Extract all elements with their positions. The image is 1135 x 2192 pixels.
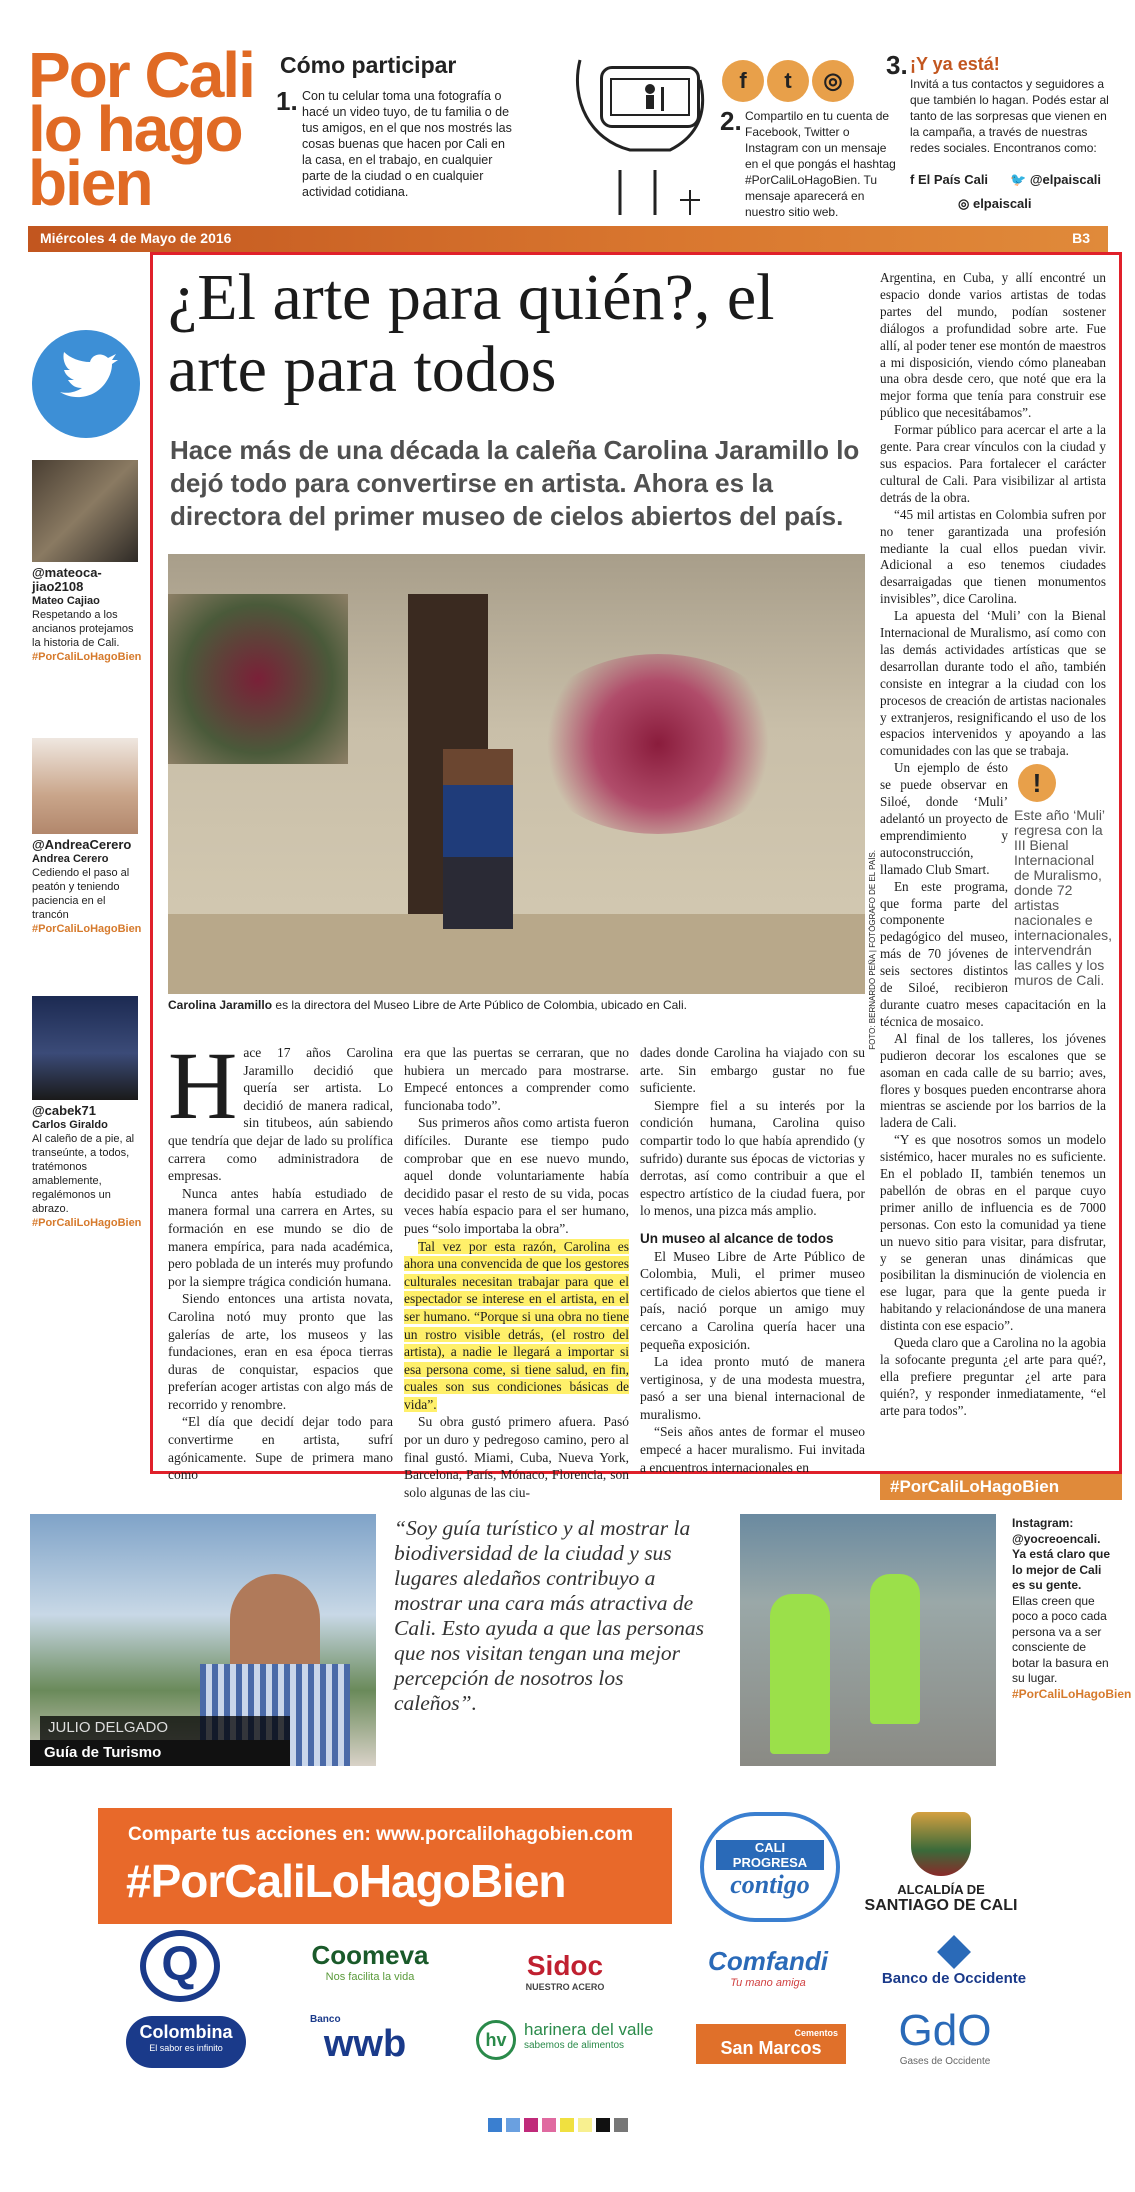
- occidente-name: Banco de Occidente: [881, 1970, 1027, 1987]
- facebook-icon: f: [722, 60, 764, 102]
- tweet-card: [32, 838, 142, 936]
- tweet-hashtag: #PorCaliLoHagoBien: [32, 651, 142, 663]
- instagram-icon: ◎: [812, 60, 854, 102]
- instagram-handle: elpaiscali: [972, 196, 1032, 211]
- body-paragraph: “Y es que nosotros somos un modelo sistémico, hacer murales no es suficiente. En el poblado II, también tenemos un pabellón de obras en el parque cuyo primer anillo de influencia es de 7000 personas. Con esto la comunidad ya tiene un nuevo sitio para visitar, para disfrutar, y se generan unas dinámicas que posibilitan la disminución de violencia en ese lugar, para que la gente pueda ir habitando y relacionándose de una manera distinta con ese espacio”.: [880, 1132, 1106, 1334]
- exclamation-icon: !: [1018, 764, 1056, 802]
- body-paragraph: La idea pronto mutó de manera vertiginosa, y de una modesta muestra, pasó a ser una bienal internacional de muralismo.: [640, 1354, 865, 1422]
- body-paragraph: ace 17 años Carolina Jaramillo decidió que quería ser artista. Lo decidió de manera radical, sin titubeos, aún sabiendo que tendría que dejar de lado su prolífica carrera como administradora de empresas.: [168, 1045, 393, 1184]
- logo-line-3: bien: [28, 147, 152, 219]
- body-paragraph: era que las puertas se cerraran, que no hubiera un mercado para mostrarse. Empecé entonces a comprender como funcionaba todo”.: [404, 1045, 629, 1113]
- step1-number: 1.: [276, 86, 298, 116]
- avatar: [32, 738, 138, 834]
- campaign-logo: [28, 39, 254, 219]
- step3-title: ¡Y ya está!: [910, 54, 1000, 74]
- gdo-tagline: Gases de Occidente: [899, 2056, 991, 2067]
- article-photo: [168, 554, 865, 994]
- feature-photo: [30, 1514, 376, 1766]
- share-url: Comparte tus acciones en: www.porcalilohagobien.com: [128, 1824, 634, 1845]
- san-marcos-logo: [696, 2024, 846, 2064]
- article-subhead: Hace más de una década la caleña Carolina Jaramillo lo dejó todo para convertirse en artista. Ahora es la directora del primer museo de cielos abiertos del país.: [170, 435, 860, 531]
- tweet-card: [32, 1104, 142, 1230]
- colombina-logo: [126, 2016, 246, 2068]
- body-paragraph: “Seis años antes de formar el museo empecé a hacer muralismo. Fui invitada a encuentros internacionales en: [640, 1424, 865, 1475]
- how-to-participate-title: Cómo participar: [280, 52, 457, 78]
- tweet-hashtag: #PorCaliLoHagoBien: [32, 1217, 142, 1229]
- coat-of-arms-icon: [911, 1812, 971, 1876]
- twitter-icon: t: [767, 60, 809, 102]
- tweet-handle: @mateoca-jiao2108: [32, 565, 102, 594]
- body-paragraph: Al final de los talleres, los jóvenes pudieron decorar los escalones que se asoman en cada calle de su barrio; aves, flores y bosques pueden encontrarse ahora mientras se asciende por los barrios de la ladera de Cali.: [880, 1030, 1106, 1131]
- cali-progresa-logo: [700, 1812, 840, 1922]
- elpais-facebook: [910, 172, 988, 187]
- highlighted-paragraph: Tal vez por esta razón, Carolina es ahora una convencida de que los gestores culturales necesitan trabajar para que el espectador se interese en el artista, en el ser humano. “Porque si una obra no tiene un rostro visible detrás, (el rostro del artista), a nadie le llegará a importar si esa persona come, si tiene salud, en fin, cuales son sus condiciones básicas de vida”.: [404, 1238, 629, 1412]
- banco-occidente-logo: [874, 1940, 1034, 1987]
- tweet-card: [32, 566, 142, 664]
- share-banner: [98, 1808, 672, 1924]
- instagram-text: Ellas creen que poco a poco cada persona va a ser consciente de botar la basura en su lugar.: [1012, 1593, 1109, 1685]
- coomeva-tagline: Nos facilita la vida: [325, 1971, 415, 1983]
- share-hashtag: #PorCaliLoHagoBien: [126, 1855, 566, 1907]
- body-paragraph: En este programa, que forma parte del componente pedagógico del museo, más de 70 jóvenes de seis sectores distintos de Siloé, recibieron durante cuatro meses capacitación en la técnica de mosaico.: [880, 878, 1106, 1029]
- step1-text: Con tu celular toma una fotografía o hacé un video tuyo, de tu familia o de tus amigos, en el que nos mostrés las cosas buenas que hacen por Cali en la casa, en el trabajo, en cualquier parte de la ciudad o en cualquier actividad cotidiana.: [302, 89, 512, 199]
- body-paragraph: Sus primeros años como artista fueron difíciles. Durante ese tiempo pudo comprobar que en ese nuevo mundo, aquel donde voluntariamente había decidido pasar el resto de su vida, pocas veces había espacio para el ser humano, pues “solo importaba la obra”.: [404, 1115, 629, 1236]
- step3-number: 3.: [886, 50, 908, 80]
- wwb-name: wwb: [323, 2023, 407, 2065]
- facebook-icon: f: [910, 172, 918, 187]
- tweet-hashtag: #PorCaliLoHagoBien: [32, 923, 142, 935]
- body-paragraph: “El día que decidí dejar todo para convertirme en artista, sufrí agónicamente. Supe de primera mano como: [168, 1414, 393, 1483]
- instagram-icon: ◎: [958, 196, 973, 211]
- article-column-1: [168, 1032, 393, 1484]
- section-subhead: Un museo al alcance de todos: [640, 1230, 834, 1246]
- avatar: [32, 460, 138, 562]
- tweet-handle: @cabek71: [32, 1103, 96, 1118]
- photo-credit: FOTO: BERNARDO PEÑA | FOTÓGRAFO DE EL PAÍS.: [868, 850, 877, 1050]
- tweet-handle: @AndreaCerero: [32, 837, 132, 852]
- body-paragraph: El Museo Libre de Arte Público de Colombia, Muli, el primer museo certificado de cielos abiertos que tiene el país, nació porque un amigo muy cercano a Carolina quería hacer una pequeña exposición.: [640, 1248, 865, 1352]
- date-band: [28, 226, 1108, 252]
- alcaldia-line2: SANTIAGO DE CALI: [864, 1897, 1018, 1914]
- progresa-sub: contigo: [730, 1870, 810, 1899]
- instagram-card: [1012, 1516, 1132, 1702]
- twitter-icon: 🐦: [1010, 172, 1030, 187]
- alcaldia-line1: ALCALDÍA DE: [897, 1882, 985, 1897]
- diamond-icon: [937, 1935, 971, 1969]
- caption-text: es la directora del Museo Libre de Arte Público de Colombia, ubicado en Cali.: [275, 998, 687, 1012]
- tweet-author: Andrea Cerero: [32, 853, 109, 865]
- comfandi-logo: [688, 1946, 848, 1989]
- sidoc-tagline: NUESTRO ACERO: [525, 1982, 605, 1992]
- hand-illustration: [560, 40, 730, 220]
- coomeva-logo: [290, 1940, 450, 1983]
- feature-role: Guía de Turismo: [30, 1740, 290, 1766]
- instagram-photo: [740, 1514, 996, 1766]
- banco-wwb-logo: [310, 2014, 420, 2063]
- issue-date: Miércoles 4 de Mayo de 2016: [40, 230, 232, 246]
- body-paragraph: Su obra gustó primero afuera. Pasó por un duro y pedregoso camino, pero al final gustó. Miami, Cuba, Nueva York, Barcelona, París, Mónaco, Florencia, son solo algunas de las ciu-: [404, 1414, 629, 1500]
- print-color-bar: [488, 2118, 628, 2132]
- body-paragraph: Siendo entonces una artista novata, Carolina notó muy pronto que las galerías de arte, los museos y las fundaciones, eran en esa época tierras duras de conquistar, espacios que preferían acoger artistas con algo más de recorrido y renombre.: [168, 1291, 393, 1412]
- step2-text: Compartilo en tu cuenta de Facebook, Twitter o Instagram con un mensaje en el que pongás el hashtag #PorCaliLoHagoBien. Tu mensaje aparecerá en nuestro sitio web.: [745, 109, 896, 219]
- tweet-author: Carlos Giraldo: [32, 1119, 108, 1131]
- tweet-text: Respetando a los ancianos protejamos la historia de Cali.: [32, 609, 134, 649]
- twitter-handle: @elpaiscali: [1029, 172, 1102, 187]
- alcaldia-logo: [856, 1812, 1026, 1915]
- sanmarcos-label: Cementos: [794, 2028, 838, 2038]
- body-paragraph: Argentina, en Cuba, y allí encontré un espacio donde varios artistas de todas partes del mundo, podían sostener diálogos a profundidad sobre arte. Fue allí, al poder tener ese montón de maestros a mi disposición, viendo cómo planeaban una obra desde cero, que noté que era la mejor forma que tenía para construir ese público que necesitábamos”.: [880, 270, 1106, 421]
- tq-logo: Q: [140, 1930, 220, 2002]
- body-paragraph: Nunca antes había estudiado de manera formal una carrera en Artes, su formación en ese mundo se dio de manera empírica, para nada académica, pero poblada de un interés muy profundo por la siempre trágica condición humana.: [168, 1185, 393, 1289]
- harinera-name: harinera del valle: [524, 2020, 654, 2039]
- twitter-icon: [32, 330, 140, 438]
- article-column-4: [880, 270, 1113, 1420]
- instagram-head: Instagram: @yocreoencali. Ya está claro que lo mejor de Cali es su gente.: [1012, 1516, 1111, 1592]
- step2-number: 2.: [720, 106, 742, 136]
- article-column-3: [640, 1044, 865, 1476]
- sanmarcos-name: San Marcos: [720, 2038, 822, 2058]
- body-paragraph: Siempre fiel a su interés por la condición humana, Carolina quiso compartir todo lo que había aprendido (y sufrido) durante sus épocas de victorias y derrotas, así como contribuir a que el espectro artístico de la ciudad fuera, por lo menos, una pizca más amplio.: [640, 1097, 865, 1219]
- colombina-tagline: El sabor es infinito: [149, 2043, 223, 2053]
- harinera-tagline: sabemos de alimentos: [524, 2040, 625, 2051]
- fact-box: [1014, 764, 1113, 989]
- wwb-label: Banco: [310, 2014, 341, 2025]
- fact-text: Este año ‘Muli’ regresa con la III Bienal Internacional de Muralismo, donde 72 artistas nacionales e internacionales, intervendrán las calles y los muros de Cali.: [1014, 807, 1113, 989]
- body-paragraph: Formar público para acercar el arte a la gente. Para crear vínculos con la ciudad y sus espacios. Para fortalecer el carácter cultural de Cali. Para visibilizar al artista detrás de la obra.: [880, 422, 1106, 505]
- tweet-text: Cediendo el paso al peatón y teniendo paciencia en el trancón: [32, 867, 130, 921]
- progresa-label: CALI PROGRESA: [716, 1840, 824, 1870]
- comfandi-name: Comfandi: [708, 1946, 828, 1976]
- body-paragraph: dades donde Carolina ha viajado con su arte. Sin embargo gustar no fue suficiente.: [640, 1045, 865, 1096]
- hv-icon: hv: [476, 2020, 516, 2060]
- article-column-2: [404, 1044, 629, 1501]
- tweet-author: Mateo Cajiao: [32, 595, 100, 607]
- avatar: [32, 996, 138, 1100]
- facebook-handle: El País Cali: [917, 172, 989, 187]
- elpais-instagram: [958, 196, 1032, 212]
- photo-caption: [168, 998, 687, 1012]
- sidoc-logo: [490, 1950, 640, 1992]
- body-paragraph: La apuesta del ‘Muli’ con la Bienal Internacional de Muralismo, así como con las demás actividades artísticas que se desarrollan durante todo el año, también consiste en integrar a la ciudad con los procesos de creación de artistas nacionales y extranjeros, resignificando el uso de los espacios intervenidos y apoyando a las comunidades con las que se trabaja.: [880, 608, 1106, 759]
- feature-name: JULIO DELGADO: [40, 1716, 290, 1740]
- logo-line-2: lo hago: [28, 93, 242, 165]
- step3-text: Invitá a tus contactos y seguidores a que también lo hagan. Podés estar al tanto de las sorpresas que vienen en la campaña, a través de nuestras redes sociales. Encontranos como:: [910, 77, 1109, 155]
- article-headline: ¿El arte para quién?, el arte para todos: [168, 261, 775, 406]
- logo-line-1: Por Cali: [28, 39, 254, 111]
- feature-quote: “Soy guía turístico y al mostrar la biodiversidad de la ciudad y sus lugares aledaños contribuyo a mostrar una cara más atractiva de Cali. Esto ayuda a que las personas que nos visitan tengan una mejor percepción de nosotros los caleños”.: [394, 1516, 704, 1715]
- colombina-name: Colombina: [139, 2022, 233, 2042]
- coomeva-name: Coomeva: [311, 1940, 429, 1970]
- body-paragraph: Queda claro que a Carolina no la agobia la sofocante pregunta ¿el arte para qué?, ella prefiere preguntar ¿el arte para quién?, y responder inmediatamente, “el arte para todos”.: [880, 1335, 1107, 1418]
- elpais-twitter: [1010, 172, 1101, 188]
- sidoc-name: Sidoc: [526, 1950, 604, 1981]
- body-paragraph: “45 mil artistas en Colombia sufren por no tener garantizada una profesión mediante la cual ellos puedan vivir. Adicional a eso tenemos ciudades desarraigadas que tienen monumentos invisibles”, dice Carolina.: [880, 506, 1106, 607]
- harinera-logo: [476, 2020, 656, 2051]
- caption-name: Carolina Jaramillo: [168, 998, 273, 1012]
- page-number: B3: [1072, 230, 1090, 246]
- body-paragraph: Un ejemplo de ésto se puede observar en Siloé, donde ‘Muli’ adelantó un proyecto de emprendimiento y autoconstrucción, llamado Club Smart.: [880, 760, 1008, 877]
- comfandi-tagline: Tu mano amiga: [730, 1977, 806, 1989]
- tweet-text: Al caleño de a pie, al transeúnte, a todos, tratémonos amablemente, regalémonos un abrazo.: [32, 1133, 135, 1215]
- hashtag-band: #PorCaliLoHagoBien: [880, 1474, 1122, 1500]
- drop-cap: H: [168, 1032, 238, 1139]
- gdo-logo: [880, 2006, 1010, 2067]
- gdo-name: GdO: [898, 2006, 992, 2055]
- instagram-hashtag: #PorCaliLoHagoBien: [1012, 1686, 1132, 1701]
